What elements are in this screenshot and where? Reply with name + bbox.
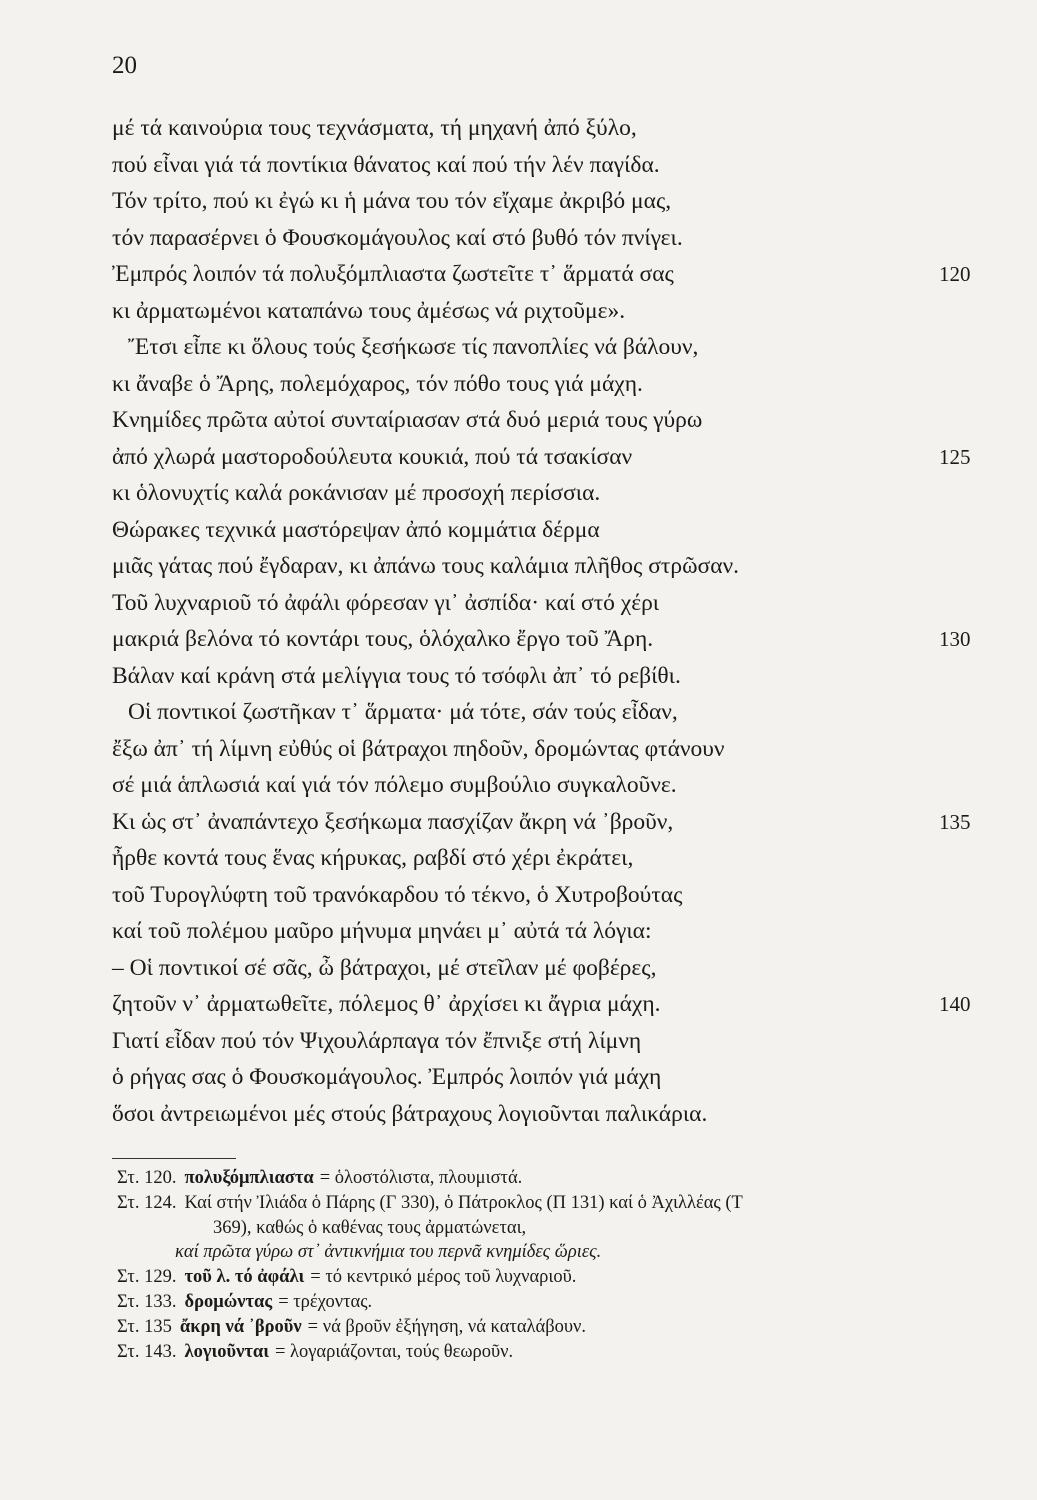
footnote-ref: Στ. 133.: [117, 1291, 177, 1312]
verse-line: [112, 512, 992, 549]
verse-text: Τοῦ λυχναριοῦ τό ἀφάλι φόρεσαν γι᾽ ἀσπίδα· καί στό χέρι: [112, 589, 660, 616]
verse-line: [112, 439, 992, 476]
verse-line: [112, 1096, 992, 1133]
footnote-gloss: = τό κεντρικό μέρος τοῦ λυχναριοῦ.: [310, 1267, 577, 1288]
verse-text: σέ μιά ἁπλωσιά καί γιά τόν πόλεμο συμβούλιο συγκαλοῦνε.: [112, 772, 677, 798]
footnote-gloss: = λογαριάζονται, τούς θεωροῦν.: [274, 1341, 514, 1362]
verse-text: Βάλαν καί κράνη στά μελίγγια τους τό τσόφλι ἀπ᾽ τό ρεβίθι.: [112, 662, 681, 689]
verse-line: [112, 1023, 992, 1060]
verse-line: [112, 913, 992, 950]
line-number: 125: [939, 444, 971, 469]
footnote-term: ἄκρη νά ᾽βροῦν: [179, 1316, 302, 1337]
verse-text: ὁ ρήγας σας ὁ Φουσκομάγουλος. Ἐμπρός λοιπόν γιά μάχη: [112, 1064, 662, 1090]
footnote-gloss: Καί στήν Ἰλιάδα ὁ Πάρης (Γ 330), ὁ Πάτροκλος (Π 131) καί ὁ Ἀχιλλέας (Τ: [184, 1192, 743, 1213]
verse-text: ἦρθε κοντά τους ἕνας κήρυκας, ραβδί στό χέρι ἐκράτει,: [112, 845, 634, 871]
verse-text: Τόν τρίτο, πού κι ἐγώ κι ἡ μάνα του τόν εἴχαμε ἀκριβό μας,: [112, 188, 672, 214]
verse-text: τοῦ Τυρογλύφτη τοῦ τρανόκαρδου τό τέκνο, ὁ Χυτροβούτας: [112, 881, 683, 908]
verse-line: [112, 621, 992, 658]
verse-text: μιᾶς γάτας πού ἔγδαραν, κι ἀπάνω τους καλάμια πλῆθος στρῶσαν.: [112, 553, 740, 579]
verse-text: ὅσοι ἀντρειωμένοι μές στούς βάτραχους λογιοῦνται παλικάρια.: [112, 1100, 708, 1127]
footnote-divider: [112, 1158, 236, 1159]
verse-line: [112, 877, 992, 914]
footnote-term: τοῦ λ. τό ἀφάλι: [184, 1267, 305, 1288]
verse-line: [112, 548, 992, 585]
footnote: [117, 1315, 977, 1340]
verse-text: Ἔτσι εἶπε κι ὅλους τούς ξεσήκωσε τίς πανοπλίες νά βάλουν,: [128, 334, 699, 360]
verse-text: τόν παρασέρνει ὁ Φουσκομάγουλος καί στό βυθό τόν πνίγει.: [112, 224, 683, 251]
verse-text: κι ὁλονυχτίς καλά ροκάνισαν μέ προσοχή περίσσια.: [112, 480, 601, 506]
verse-text: κι ἀρματωμένοι καταπάνω τους ἀμέσως νά ριχτοῦμε».: [112, 297, 626, 324]
verse-line: [112, 220, 992, 257]
verse-line: [112, 329, 992, 366]
verse-text: Ἐμπρός λοιπόν τά πολυξόμπλιαστα ζωστεῖτε τ᾽ ἅρματά σας: [112, 261, 674, 287]
verse-line: [112, 147, 992, 184]
verse-text: μακριά βελόνα τό κοντάρι τους, ὁλόχαλκο ἔργο τοῦ Ἄρη.: [112, 626, 654, 652]
verse-line: [112, 840, 992, 877]
verse-line: [112, 1059, 992, 1096]
verse-line: [112, 402, 992, 439]
verse-text: ἔξω ἀπ᾽ τή λίμνη εὐθύς οἱ βάτραχοι πηδοῦν, δρομώντας φτάνουν: [112, 735, 725, 762]
verse-line: [112, 767, 992, 804]
verse-line: [112, 658, 992, 695]
footnote: [117, 1216, 977, 1241]
verse-line: [112, 986, 992, 1023]
verse-line: [112, 366, 992, 403]
verse-text: καί τοῦ πολέμου μαῦρο μήνυμα μηνάει μ᾽ αὐτά τά λόγια:: [112, 918, 652, 944]
footnote: [117, 1290, 977, 1315]
verse-line: [112, 293, 992, 330]
verse-text: Γιατί εἶδαν πού τόν Ψιχουλάρπαγα τόν ἔπνιξε στή λίμνη: [112, 1027, 642, 1054]
verse-text: μέ τά καινούρια τους τεχνάσματα, τή μηχανή ἀπό ξύλο,: [112, 115, 637, 141]
verse-text: Κι ὡς στ᾽ ἀναπάντεχο ξεσήκωμα πασχίζαν ἄκρη νά ᾽βροῦν,: [112, 808, 674, 835]
footnote-gloss: = ὁλοστόλιστα, πλουμιστά.: [319, 1168, 523, 1188]
footnote: [117, 1265, 977, 1290]
line-number: 120: [939, 262, 971, 286]
verse-line: [112, 694, 992, 731]
footnote-gloss: = νά βροῦν ἐξήγηση, νά καταλάβουν.: [307, 1316, 587, 1337]
verse-text: Θώρακες τεχνικά μαστόρεψαν ἀπό κομμάτια δέρμα: [112, 516, 600, 543]
poem-body: [112, 110, 992, 1132]
footnote-gloss: 369), καθώς ὁ καθένας τους ἀρματώνεται,: [213, 1217, 527, 1238]
line-number: 140: [939, 992, 971, 1016]
line-number: 135: [939, 809, 971, 834]
verse-line: [112, 475, 992, 512]
footnote: [117, 1166, 977, 1191]
footnote-ref: Στ. 143.: [117, 1341, 177, 1362]
footnote-ref: Στ. 129.: [117, 1267, 177, 1288]
verse-line: [112, 950, 992, 987]
verse-line: [112, 183, 992, 220]
verse-line: [112, 110, 992, 147]
footnote-gloss: = τρέχοντας.: [278, 1291, 373, 1312]
verse-line: [112, 731, 992, 768]
footnote: [117, 1340, 977, 1365]
verse-line: [112, 585, 992, 622]
footnote-gloss: καί πρῶτα γύρω στ᾽ ἀντικνήμια του περνᾶ κνημίδες ὥριες.: [175, 1242, 602, 1263]
footnote-term: λογιοῦνται: [184, 1341, 269, 1362]
verse-text: Οἱ ποντικοί ζωστῆκαν τ᾽ ἅρματα· μά τότε, σάν τούς εἶδαν,: [128, 699, 678, 725]
footnote-ref: Στ. 120.: [117, 1168, 177, 1188]
footnote: [117, 1240, 977, 1265]
footnote: [117, 1191, 977, 1216]
verse-text: – Οἱ ποντικοί σέ σᾶς, ὦ βάτραχοι, μέ στεῖλαν μέ φοβέρες,: [112, 954, 657, 981]
footnote-ref: Στ. 135: [117, 1316, 172, 1337]
page-number: 20: [112, 52, 137, 79]
verse-text: πού εἶναι γιά τά ποντίκια θάνατος καί πού τήν λέν παγίδα.: [112, 151, 660, 178]
verse-line: [112, 256, 992, 293]
verse-text: ἀπό χλωρά μαστοροδούλευτα κουκιά, πού τά τσακίσαν: [112, 443, 633, 470]
footnote-term: δρομώντας: [184, 1291, 273, 1312]
verse-text: Κνημίδες πρῶτα αὐτοί συνταίριασαν στά δυό μεριά τους γύρω: [112, 407, 703, 433]
footnote-term: πολυξόμπλιαστα: [184, 1168, 314, 1188]
line-number: 130: [939, 627, 971, 651]
verse-line: [112, 804, 992, 841]
verse-text: κι ἄναβε ὁ Ἄρης, πολεμόχαρος, τόν πόθο τους γιά μάχη.: [112, 370, 643, 397]
footnotes: [117, 1166, 977, 1364]
footnote-ref: Στ. 124.: [117, 1192, 177, 1213]
verse-text: ζητοῦν ν᾽ ἀρματωθεῖτε, πόλεμος θ᾽ ἀρχίσει κι ἄγρια μάχη.: [112, 991, 661, 1017]
